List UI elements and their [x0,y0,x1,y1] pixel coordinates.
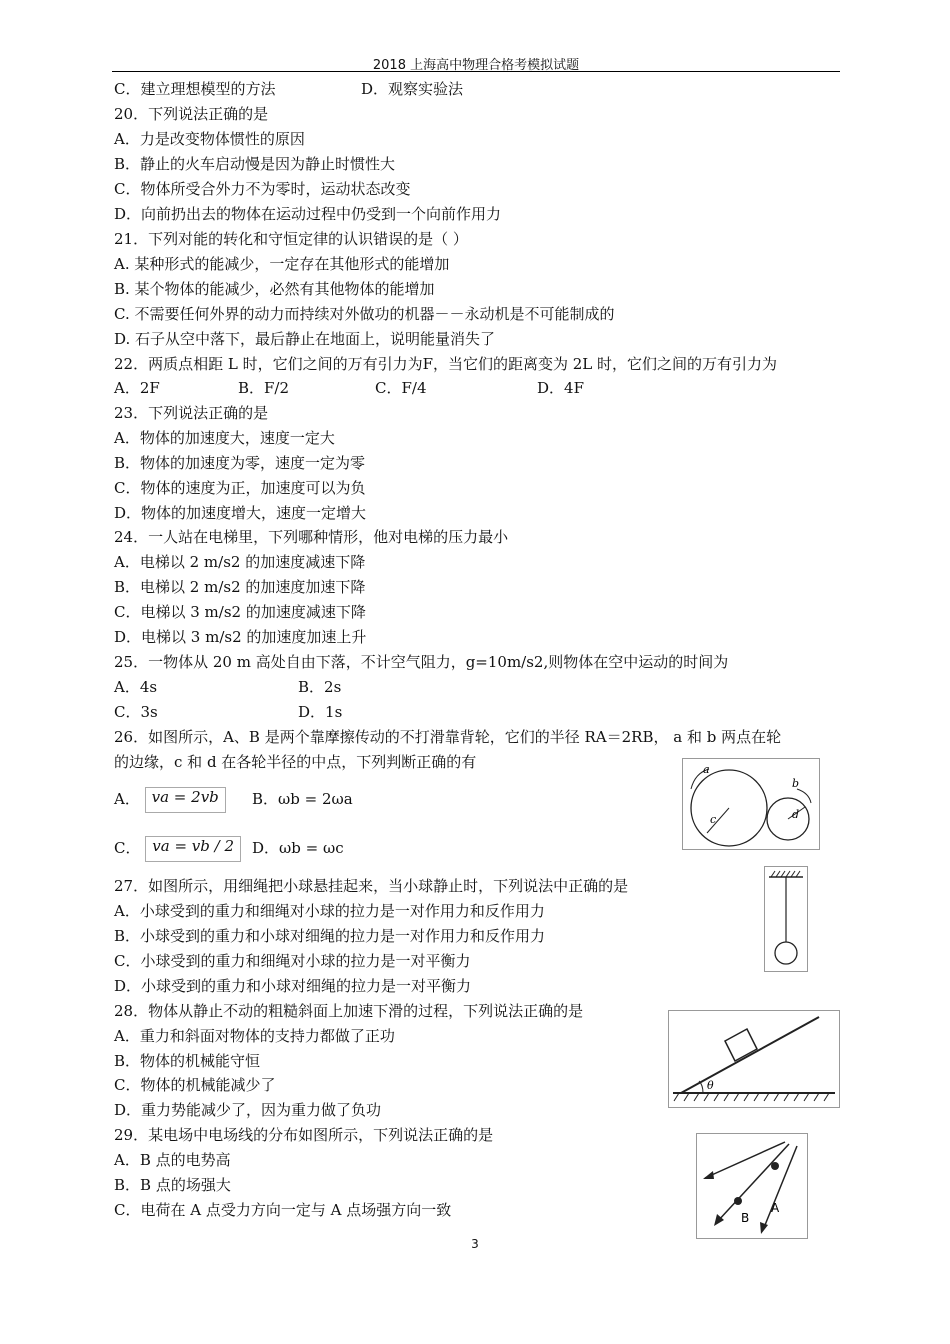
text-line: C．电梯以 3 m/s2 的加速度减速下降 [114,603,366,621]
text-line: A．B 点的电势高 [114,1151,231,1169]
text-line: 25．一物体从 20 m 高处自由下落，不计空气阻力，g=10m/s2,则物体在空中运动的时间为 [114,653,729,671]
pendulum-figure [764,866,808,972]
text-line: B．小球受到的重力和小球对细绳的拉力是一对作用力和反作用力 [114,927,546,945]
text-line: B．物体的机械能守恒 [114,1052,261,1070]
text-line: A．物体的加速度大，速度一定大 [114,429,335,447]
q22-option-d: D．4F [537,379,584,397]
header-rule [112,71,840,72]
text-line: A．电梯以 2 m/s2 的加速度减速下降 [114,553,366,571]
label-d: d [792,808,800,821]
text-line: 20．下列说法正确的是 [114,105,269,123]
text-line: D．物体的加速度增大，速度一定增大 [114,504,367,522]
text-line: D. 石子从空中落下，最后静止在地面上，说明能量消失了 [114,330,496,348]
text-line: A．力是改变物体惯性的原因 [114,130,305,148]
text-line: 26．如图所示，A、B 是两个靠摩擦传动的不打滑靠背轮，它们的半径 RA＝2RB， a 和 b 两点在轮 [114,728,782,746]
text-line: 29．某电场中电场线的分布如图所示，下列说法正确的是 [114,1126,494,1144]
text-line: 27．如图所示，用细绳把小球悬挂起来，当小球静止时，下列说法中正确的是 [114,877,629,895]
angle-label: θ [707,1079,714,1092]
text-line: 21．下列对能的转化和守恒定律的认识错误的是（ ） [114,230,468,248]
text-line: 28．物体从静止不动的粗糙斜面上加速下滑的过程，下列说法正确的是 [114,1002,584,1020]
text-line: D．小球受到的重力和小球对细绳的拉力是一对平衡力 [114,977,472,995]
q26-c-formula: va = vb / 2 [145,836,241,862]
q25-option-b: B．2s [298,678,342,696]
q22-option-a: A．2F [114,379,160,397]
q22-option-b: B．F/2 [238,379,290,397]
text-line: A. 某种形式的能减少，一定存在其他形式的能增加 [114,255,450,273]
text-line: B. 某个物体的能减少，必然有其他物体的能增加 [114,280,435,298]
text-line: A．重力和斜面对物体的支持力都做了正功 [114,1027,395,1045]
q25-option-d: D．1s [298,703,343,721]
text-line: 的边缘，c 和 d 在各轮半径的中点，下列判断正确的有 [114,753,477,771]
text-line: C．物体的速度为正，加速度可以为负 [114,479,366,497]
text-line: D．向前扔出去的物体在运动过程中仍受到一个向前作用力 [114,205,502,223]
label-a: a [703,763,710,776]
text-line: C．小球受到的重力和细绳对小球的拉力是一对平衡力 [114,952,471,970]
text-line: 24．一人站在电梯里，下列哪种情形，他对电梯的压力最小 [114,528,509,546]
q26-option-c [114,836,241,862]
text-line: C. 不需要任何外界的动力而持续对外做功的机器－－永动机是不可能制成的 [114,305,615,323]
q26-option-b: B．ωb = 2ωa [252,790,353,808]
field-lines-figure [696,1133,808,1239]
q26-option-d: D．ωb = ωc [252,839,344,857]
wheels-figure [682,758,820,850]
text-line: C．物体所受合外力不为零时，运动状态改变 [114,180,411,198]
q26-c-label: C． [114,839,141,857]
q26-a-label: A． [114,790,140,808]
incline-figure [668,1010,840,1108]
page-number: 3 [471,1237,479,1251]
text-line: C．电荷在 A 点受力方向一定与 A 点场强方向一致 [114,1201,452,1219]
q26-a-formula: va = 2vb [145,787,226,813]
label-c: c [710,813,717,826]
text-line: A．小球受到的重力和细绳对小球的拉力是一对作用力和反作用力 [114,902,545,920]
q19-option-d: D．观察实验法 [361,80,464,98]
page-header: 2018 上海高中物理合格考模拟试题 [372,58,580,73]
text-line: B．电梯以 2 m/s2 的加速度加速下降 [114,578,366,596]
text-line: B．静止的火车启动慢是因为静止时惯性大 [114,155,396,173]
q26-option-a [114,787,226,813]
text-line: B．B 点的场强大 [114,1176,231,1194]
text-line: 22．两质点相距 L 时，它们之间的万有引力为F，当它们的距离变为 2L 时，它们之间的万有引力为 [114,355,778,373]
text-line: D．重力势能减少了，因为重力做了负功 [114,1101,382,1119]
q25-option-c: C．3s [114,703,158,721]
point-b-label: B [741,1211,750,1225]
text-line: 23．下列说法正确的是 [114,404,269,422]
text-line: D．电梯以 3 m/s2 的加速度加速上升 [114,628,367,646]
label-b: b [792,777,800,790]
point-a-label: A [771,1201,780,1215]
q25-option-a: A．4s [114,678,158,696]
text-line: B．物体的加速度为零，速度一定为零 [114,454,366,472]
text-line: C．建立理想模型的方法 [114,80,276,98]
q22-option-c: C．F/4 [375,379,427,397]
text-line: C．物体的机械能减少了 [114,1076,276,1094]
